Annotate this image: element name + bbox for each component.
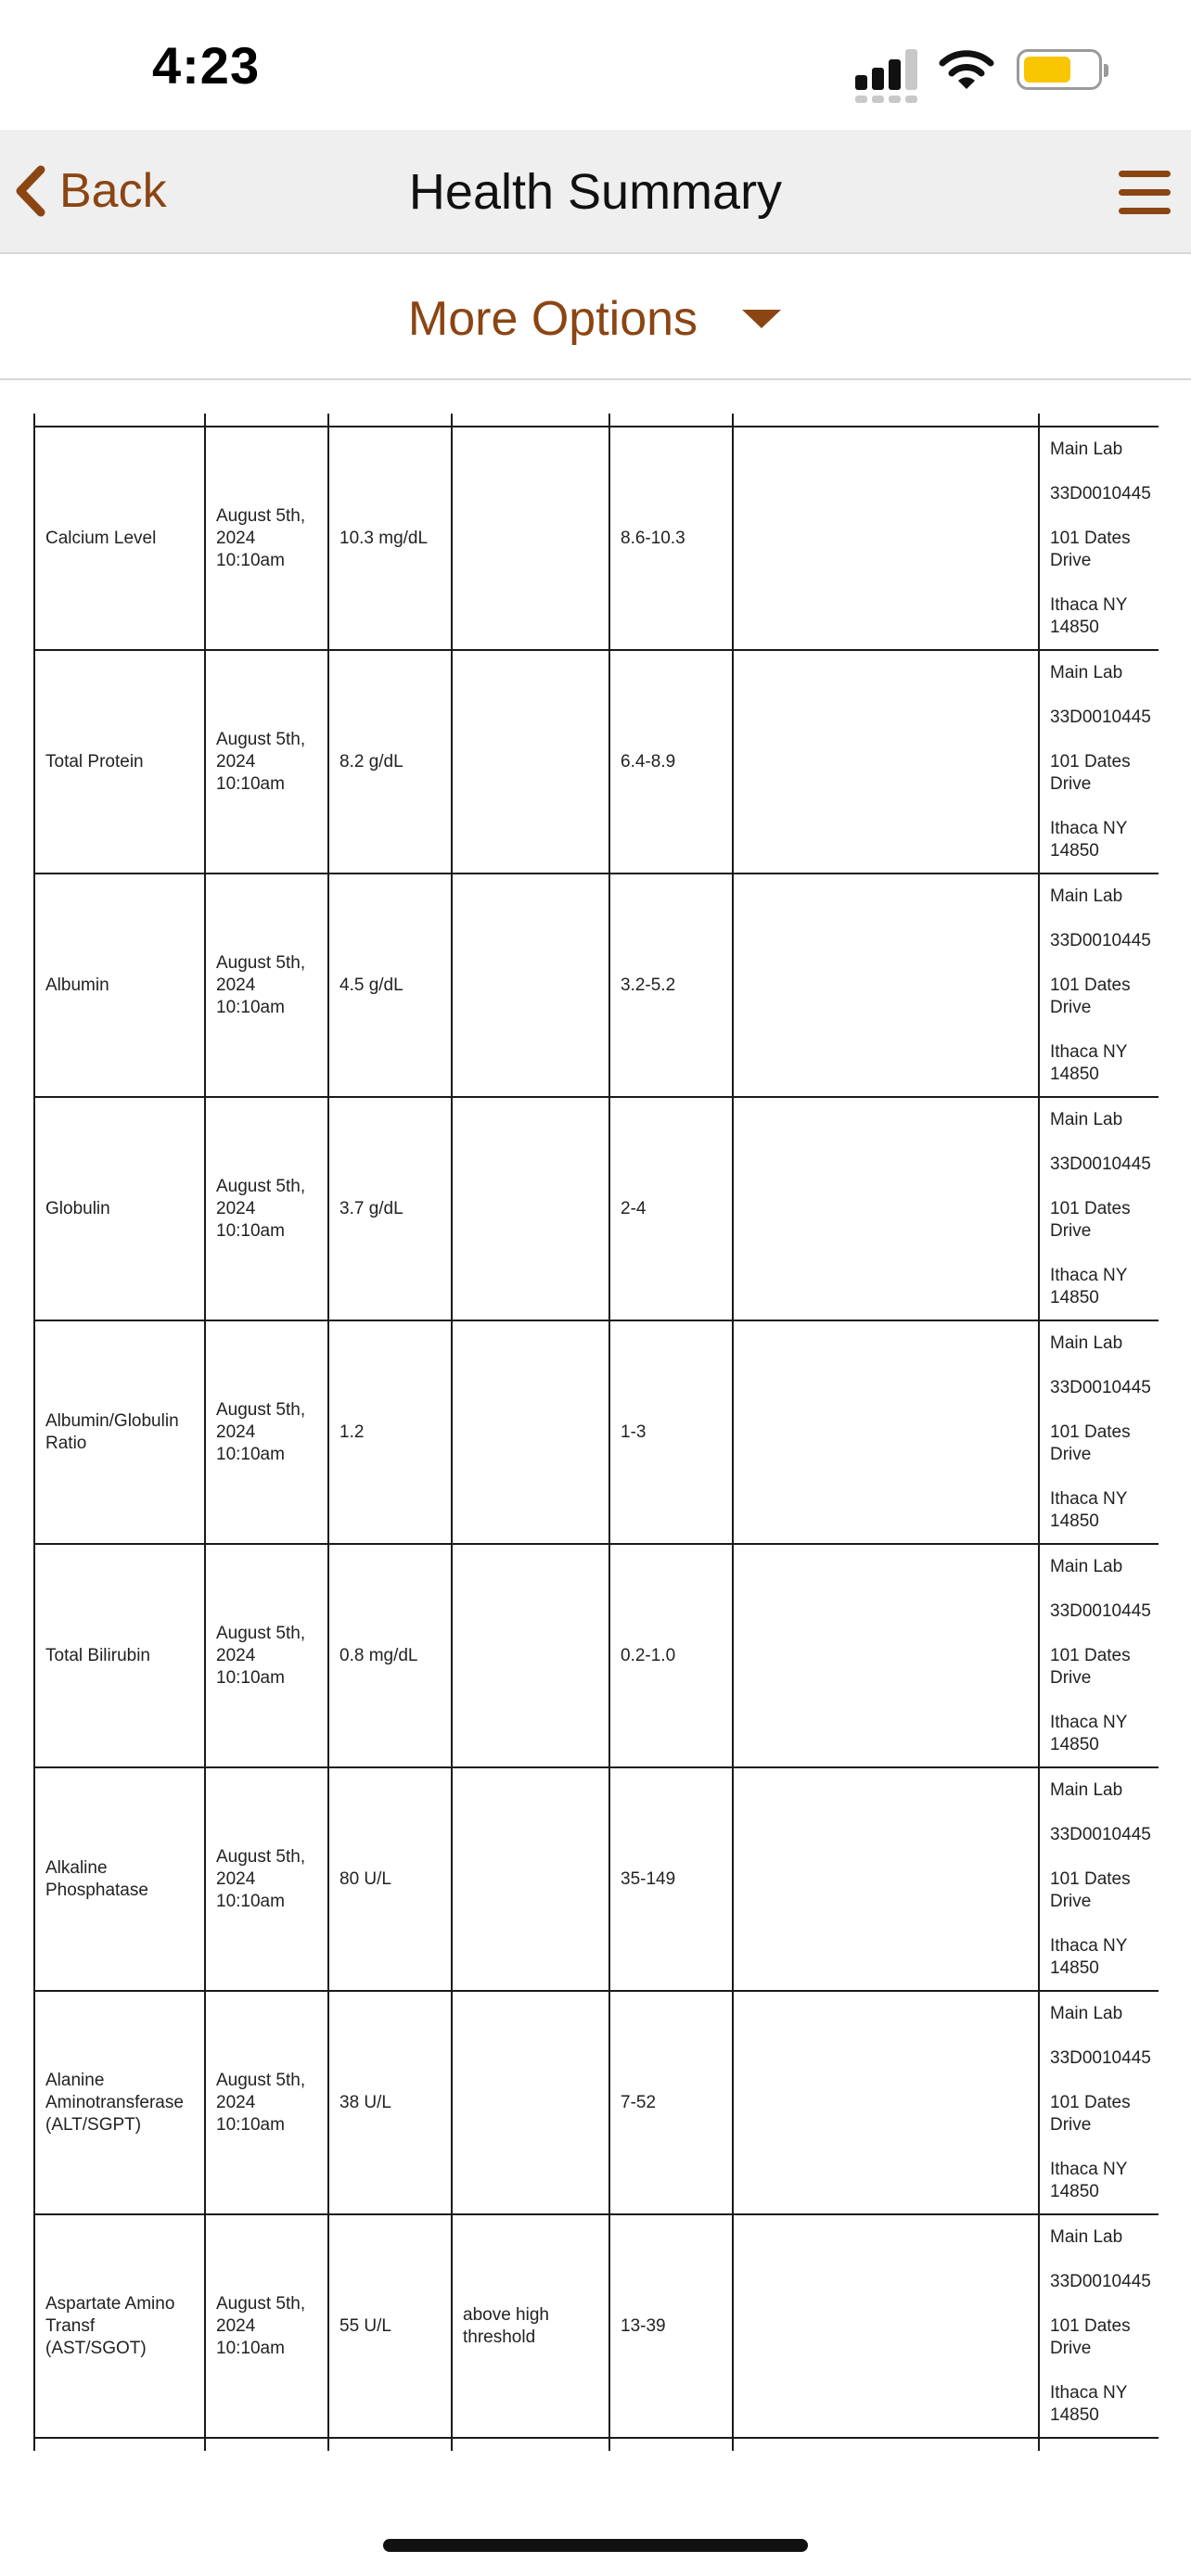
range-cell: 0.2-1.0 — [609, 1544, 733, 1767]
test-name-cell: Aspartate Amino Transf (AST/SGOT) — [34, 2214, 205, 2438]
range-cell: 35-149 — [609, 1767, 733, 1991]
date-cell: August 5th, 2024 10:10am — [205, 427, 328, 650]
lab-street: 101 Dates Drive — [1050, 1422, 1131, 1464]
value-cell: 80 U/L — [328, 1767, 452, 1991]
date-cell: August 5th, 2024 10:10am — [205, 1097, 328, 1320]
table-row — [34, 1097, 1159, 1320]
range-cell: 2-4 — [609, 1097, 733, 1320]
comment-cell — [733, 427, 1039, 650]
date-cell: August 5th, 2024 10:10am — [205, 650, 328, 874]
lab-id: 33D0010445 — [1050, 707, 1151, 727]
page-title: Health Summary — [408, 164, 783, 220]
lab-id: 33D0010445 — [1050, 2047, 1151, 2068]
lab-city: Ithaca NY 14850 — [1050, 1935, 1128, 1978]
comment-cell — [733, 1991, 1039, 2214]
lab-city: Ithaca NY 14850 — [1050, 1712, 1128, 1754]
lab-id: 33D0010445 — [1050, 930, 1151, 950]
nav-header — [0, 130, 1191, 254]
value-cell: 10.3 mg/dL — [328, 427, 452, 650]
performing-lab-cell — [1039, 1767, 1159, 1991]
date-cell: August 5th, 2024 10:10am — [205, 1991, 328, 2214]
lab-street: 101 Dates Drive — [1050, 751, 1131, 794]
performing-lab-cell — [1039, 427, 1159, 650]
value-cell: 8.2 g/dL — [328, 650, 452, 874]
lab-id: 33D0010445 — [1050, 1600, 1151, 1621]
flag-cell: above high threshold — [452, 2214, 609, 2438]
test-name-cell: Total Protein — [34, 650, 205, 874]
lab-street: 101 Dates Drive — [1050, 2092, 1131, 2135]
results-table-scroll[interactable] — [33, 414, 1158, 2451]
cellular-signal-icon — [855, 49, 916, 90]
date-cell: August 5th, 2024 10:10am — [205, 1320, 328, 1544]
lab-city: Ithaca NY 14850 — [1050, 2159, 1128, 2201]
performing-lab-cell — [1039, 650, 1159, 874]
lab-street: 101 Dates Drive — [1050, 1645, 1131, 1688]
comment-cell — [733, 2214, 1039, 2438]
table-row — [34, 1320, 1159, 1544]
comment-cell — [733, 874, 1039, 1097]
options-bar — [0, 254, 1191, 380]
test-name-cell: Calcium Level — [34, 427, 205, 650]
lab-city: Ithaca NY 14850 — [1050, 2382, 1128, 2425]
battery-level — [1024, 57, 1070, 83]
more-options-button[interactable] — [0, 291, 1191, 347]
wifi-icon — [939, 48, 994, 91]
date-cell: August 5th, 2024 10:10am — [205, 1767, 328, 1991]
lab-city: Ithaca NY 14850 — [1050, 1041, 1128, 1084]
flag-cell — [452, 1767, 609, 1991]
comment-cell — [733, 1320, 1039, 1544]
test-name-cell: Albumin/Globulin Ratio — [34, 1320, 205, 1544]
range-cell: 1-3 — [609, 1320, 733, 1544]
status-time: 4:23 — [152, 36, 261, 95]
back-label: Back — [59, 164, 167, 218]
test-name-cell: Alkaline Phosphatase — [34, 1767, 205, 1991]
value-cell: 3.7 g/dL — [328, 1097, 452, 1320]
range-cell: 13-39 — [609, 2214, 733, 2438]
value-cell: 1.2 — [328, 1320, 452, 1544]
lab-name: Main Lab — [1050, 886, 1123, 906]
table-header-stub — [34, 414, 1159, 427]
lab-street: 101 Dates Drive — [1050, 2315, 1131, 2358]
lab-id: 33D0010445 — [1050, 1377, 1151, 1397]
test-name-cell: Alanine Aminotransferase (ALT/SGPT) — [34, 1991, 205, 2214]
more-options-label: More Options — [407, 292, 698, 346]
lab-city: Ithaca NY 14850 — [1050, 1488, 1128, 1531]
lab-street: 101 Dates Drive — [1050, 1868, 1131, 1911]
table-row — [34, 1544, 1159, 1767]
lab-street: 101 Dates Drive — [1050, 528, 1131, 570]
lab-city: Ithaca NY 14850 — [1050, 818, 1128, 861]
range-cell: 8.6-10.3 — [609, 427, 733, 650]
flag-cell — [452, 1320, 609, 1544]
test-name-cell: Globulin — [34, 1097, 205, 1320]
performing-lab-cell — [1039, 1320, 1159, 1544]
performing-lab-cell — [1039, 874, 1159, 1097]
value-cell: 55 U/L — [328, 2214, 452, 2438]
home-indicator[interactable] — [383, 2539, 808, 2552]
results-table — [33, 414, 1159, 2451]
flag-cell — [452, 874, 609, 1097]
table-row — [34, 650, 1159, 874]
back-button[interactable] — [13, 163, 167, 219]
lab-name: Main Lab — [1050, 662, 1123, 682]
table-row — [34, 427, 1159, 650]
value-cell: 4.5 g/dL — [328, 874, 452, 1097]
table-row — [34, 1991, 1159, 2214]
lab-id: 33D0010445 — [1050, 1154, 1151, 1174]
table-row — [34, 2214, 1159, 2438]
range-cell: 3.2-5.2 — [609, 874, 733, 1097]
table-row — [34, 874, 1159, 1097]
lab-city: Ithaca NY 14850 — [1050, 1265, 1128, 1307]
lab-city: Ithaca NY 14850 — [1050, 594, 1128, 637]
comment-cell — [733, 1544, 1039, 1767]
lab-street: 101 Dates Drive — [1050, 1198, 1131, 1241]
test-name-cell: Total Bilirubin — [34, 1544, 205, 1767]
flag-cell — [452, 1097, 609, 1320]
range-cell: 6.4-8.9 — [609, 650, 733, 874]
flag-cell — [452, 1544, 609, 1767]
test-name-cell: Albumin — [34, 874, 205, 1097]
performing-lab-cell — [1039, 1991, 1159, 2214]
flag-cell — [452, 650, 609, 874]
hamburger-menu-icon[interactable] — [1119, 171, 1171, 215]
lab-id: 33D0010445 — [1050, 483, 1151, 504]
lab-id: 33D0010445 — [1050, 2271, 1151, 2291]
lab-name: Main Lab — [1050, 1556, 1123, 1576]
lab-name: Main Lab — [1050, 439, 1123, 459]
battery-icon — [1017, 49, 1102, 90]
table-footer-stub — [34, 2438, 1159, 2451]
comment-cell — [733, 1097, 1039, 1320]
range-cell: 7-52 — [609, 1991, 733, 2214]
caret-down-icon — [740, 308, 783, 330]
lab-id: 33D0010445 — [1050, 1824, 1151, 1844]
performing-lab-cell — [1039, 2214, 1159, 2438]
status-bar — [0, 0, 1191, 130]
comment-cell — [733, 1767, 1039, 1991]
chevron-left-icon — [13, 164, 48, 218]
status-icons — [855, 48, 1102, 91]
value-cell: 38 U/L — [328, 1991, 452, 2214]
lab-name: Main Lab — [1050, 1333, 1123, 1353]
table-row — [34, 1767, 1159, 1991]
flag-cell — [452, 1991, 609, 2214]
performing-lab-cell — [1039, 1544, 1159, 1767]
comment-cell — [733, 650, 1039, 874]
date-cell: August 5th, 2024 10:10am — [205, 874, 328, 1097]
lab-street: 101 Dates Drive — [1050, 975, 1131, 1017]
performing-lab-cell — [1039, 1097, 1159, 1320]
date-cell: August 5th, 2024 10:10am — [205, 1544, 328, 1767]
lab-name: Main Lab — [1050, 1109, 1123, 1129]
value-cell: 0.8 mg/dL — [328, 1544, 452, 1767]
lab-name: Main Lab — [1050, 2003, 1123, 2023]
lab-name: Main Lab — [1050, 1779, 1123, 1800]
date-cell: August 5th, 2024 10:10am — [205, 2214, 328, 2438]
flag-cell — [452, 427, 609, 650]
lab-name: Main Lab — [1050, 2226, 1123, 2247]
